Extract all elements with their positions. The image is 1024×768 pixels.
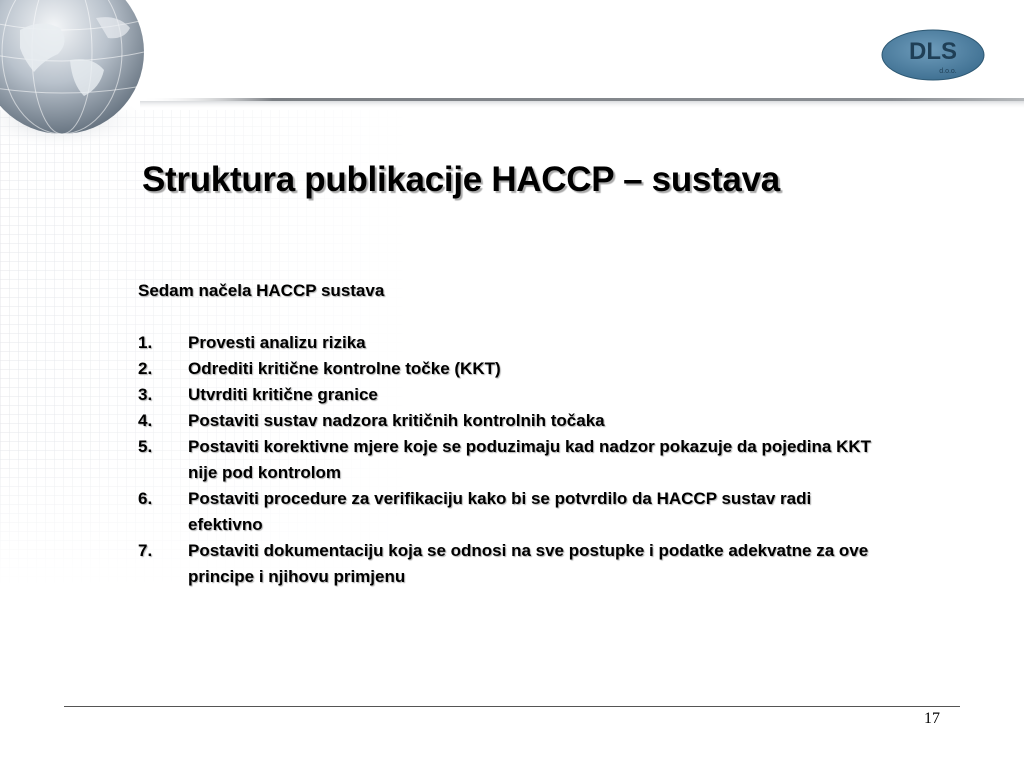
header-divider <box>0 96 1024 110</box>
list-item-text: Utvrditi kritične granice <box>188 385 378 404</box>
globe-icon <box>0 0 170 150</box>
list-item <box>138 356 888 382</box>
list-item-text: Postaviti dokumentaciju koja se odnosi na sve postupke i podatke adekvatne za ove principe i njihovu primjenu <box>188 541 869 586</box>
list-item-number: 3. <box>138 385 153 404</box>
list-item <box>138 538 888 590</box>
list-item <box>138 486 888 538</box>
company-logo <box>880 28 986 82</box>
list-item-number: 2. <box>138 359 153 378</box>
logo-subtext: d.o.o. <box>939 68 957 75</box>
list-item <box>138 408 888 434</box>
slide-title: Struktura publikacije HACCP – sustava <box>142 160 780 199</box>
list-item-number: 1. <box>138 333 153 352</box>
principles-list <box>138 330 898 590</box>
list-item-number: 5. <box>138 437 153 456</box>
list-item-number: 4. <box>138 411 153 430</box>
slide-content <box>138 278 898 590</box>
list-item-text: Postaviti procedure za verifikaciju kako bi se potvrdilo da HACCP sustav radi efektivno <box>188 489 812 534</box>
intro-text: Sedam načela HACCP sustava <box>138 281 385 300</box>
list-item-text: Odrediti kritične kontrolne točke (KKT) <box>188 359 501 378</box>
list-item <box>138 330 888 356</box>
list-item-number: 7. <box>138 541 153 560</box>
list-item-text: Provesti analizu rizika <box>188 333 366 352</box>
list-item <box>138 382 888 408</box>
list-item-text: Postaviti korektivne mjere koje se poduzimaju kad nadzor pokazuje da pojedina KKT nije pod kontrolom <box>188 437 872 482</box>
logo-text: DLS <box>909 38 957 65</box>
list-item-number: 6. <box>138 489 153 508</box>
list-item-text: Postaviti sustav nadzora kritičnih kontrolnih točaka <box>188 411 605 430</box>
page-number: 17 <box>924 710 940 727</box>
list-item <box>138 434 888 486</box>
footer-divider <box>64 706 960 707</box>
